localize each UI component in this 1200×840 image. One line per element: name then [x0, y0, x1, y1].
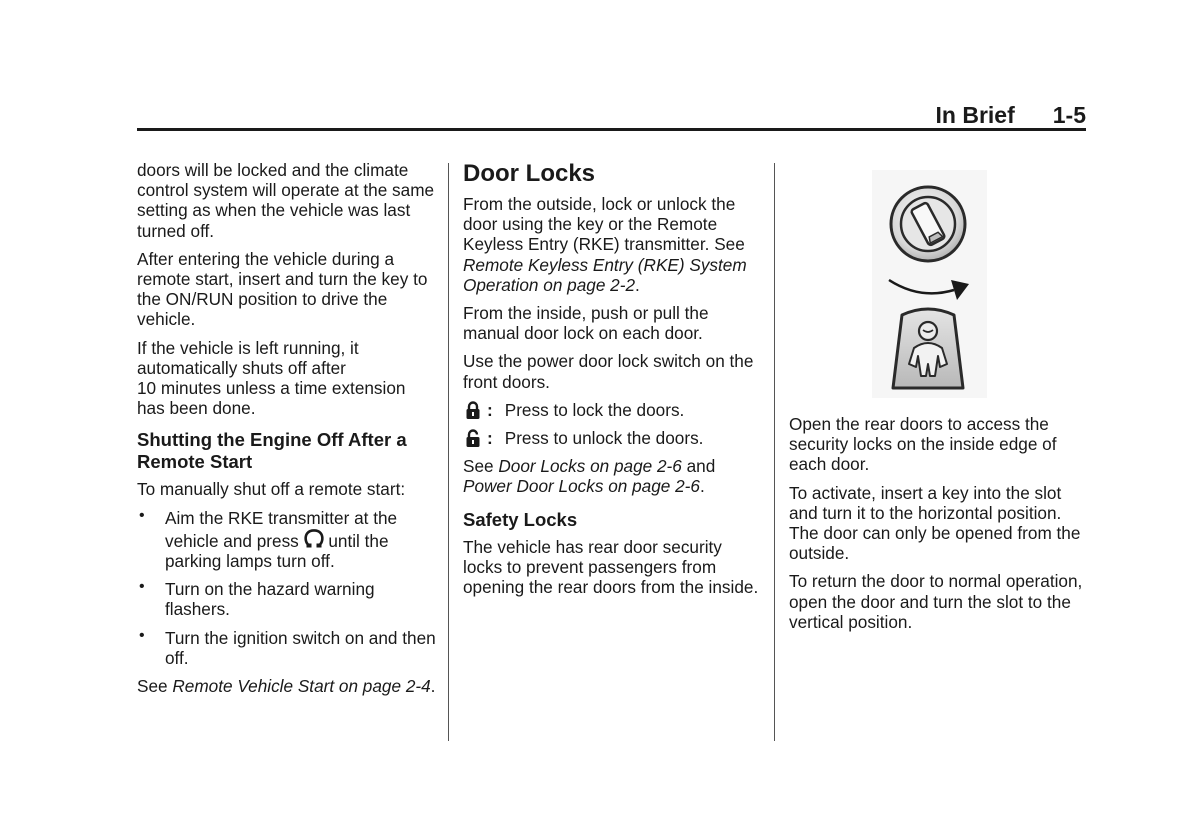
inside-lock-paragraph: From the inside, push or pull the manual door lock on each door. — [463, 303, 709, 344]
safety-locks-paragraph: The vehicle has rear door security locks to prevent passengers from opening the rear doors from the inside. — [463, 536, 759, 598]
lock-icon — [463, 400, 483, 420]
cross-reference-link: Remote Vehicle Start on page 2-4 — [172, 676, 431, 697]
child-safety-lock-illustration — [872, 170, 987, 398]
unlock-instruction: : Press to unlock the doors. — [463, 428, 763, 448]
column-2 — [463, 160, 763, 605]
auto-shutoff-paragraph: If the vehicle is left running, it automatically shuts off after 10 minutes unless a time extension has been done. — [137, 337, 406, 419]
access-locks-paragraph: Open the rear doors to access the security locks on the inside edge of each door. — [789, 414, 1057, 475]
shutoff-intro: To manually shut off a remote start: — [137, 479, 406, 500]
list-item: • Turn the ignition switch on and then off. — [137, 628, 437, 668]
column-1 — [137, 160, 437, 704]
outside-lock-paragraph: From the outside, lock or unlock the door using the key or the Remote Keyless Entry (RKE) transmitter. See Remote Keyless Entry (RKE) System Operation on page 2-2. — [463, 194, 747, 295]
page-number: 1-5 — [1052, 102, 1086, 128]
door-locks-heading: Door Locks — [463, 160, 596, 187]
list-item: • Aim the RKE transmitter at the vehicle and press until the parking lamps turn off. — [137, 508, 437, 572]
safety-locks-heading: Safety Locks — [463, 508, 578, 530]
cross-reference-link: Remote Keyless Entry (RKE) System Operation on page 2-2 — [463, 254, 747, 295]
return-normal-paragraph: To return the door to normal operation, open the door and turn the slot to the vertical position. — [789, 571, 1083, 632]
cross-reference-link: Power Door Locks on page 2-6 — [463, 476, 700, 497]
section-title: In Brief — [935, 102, 1015, 128]
unlock-icon — [463, 428, 483, 448]
column-divider-1 — [448, 163, 449, 741]
see-reference: See Remote Vehicle Start on page 2-4. — [137, 676, 436, 697]
activate-paragraph: To activate, insert a key into the slot and turn it to the horizontal position. The door can only be opened from the outside. — [789, 482, 1081, 564]
page-header — [137, 101, 1086, 129]
shutoff-steps — [137, 508, 437, 668]
column-3 — [789, 414, 1089, 640]
lock-instruction: : Press to lock the doors. — [463, 400, 763, 420]
header-rule — [137, 128, 1086, 131]
list-item: • Turn on the hazard warning flashers. — [137, 579, 437, 619]
remote-start-continued: doors will be locked and the climate control system will operate at the same setting as when the vehicle was last turned off. — [137, 160, 435, 241]
child-lock-drawing — [872, 170, 987, 398]
cross-reference-link: Door Locks on page 2-6 — [498, 456, 682, 477]
power-lock-paragraph: Use the power door lock switch on the front doors. — [463, 351, 754, 392]
column-divider-2 — [774, 163, 775, 741]
shutoff-heading: Shutting the Engine Off After a Remote Start — [137, 429, 407, 473]
see-reference: See Door Locks on page 2-6 and Power Door Locks on page 2-6. — [463, 456, 716, 497]
remote-start-icon — [304, 528, 324, 550]
drive-after-remote-start: After entering the vehicle during a remote start, insert and turn the key to the ON/RUN position to drive the vehicle. — [137, 248, 428, 330]
